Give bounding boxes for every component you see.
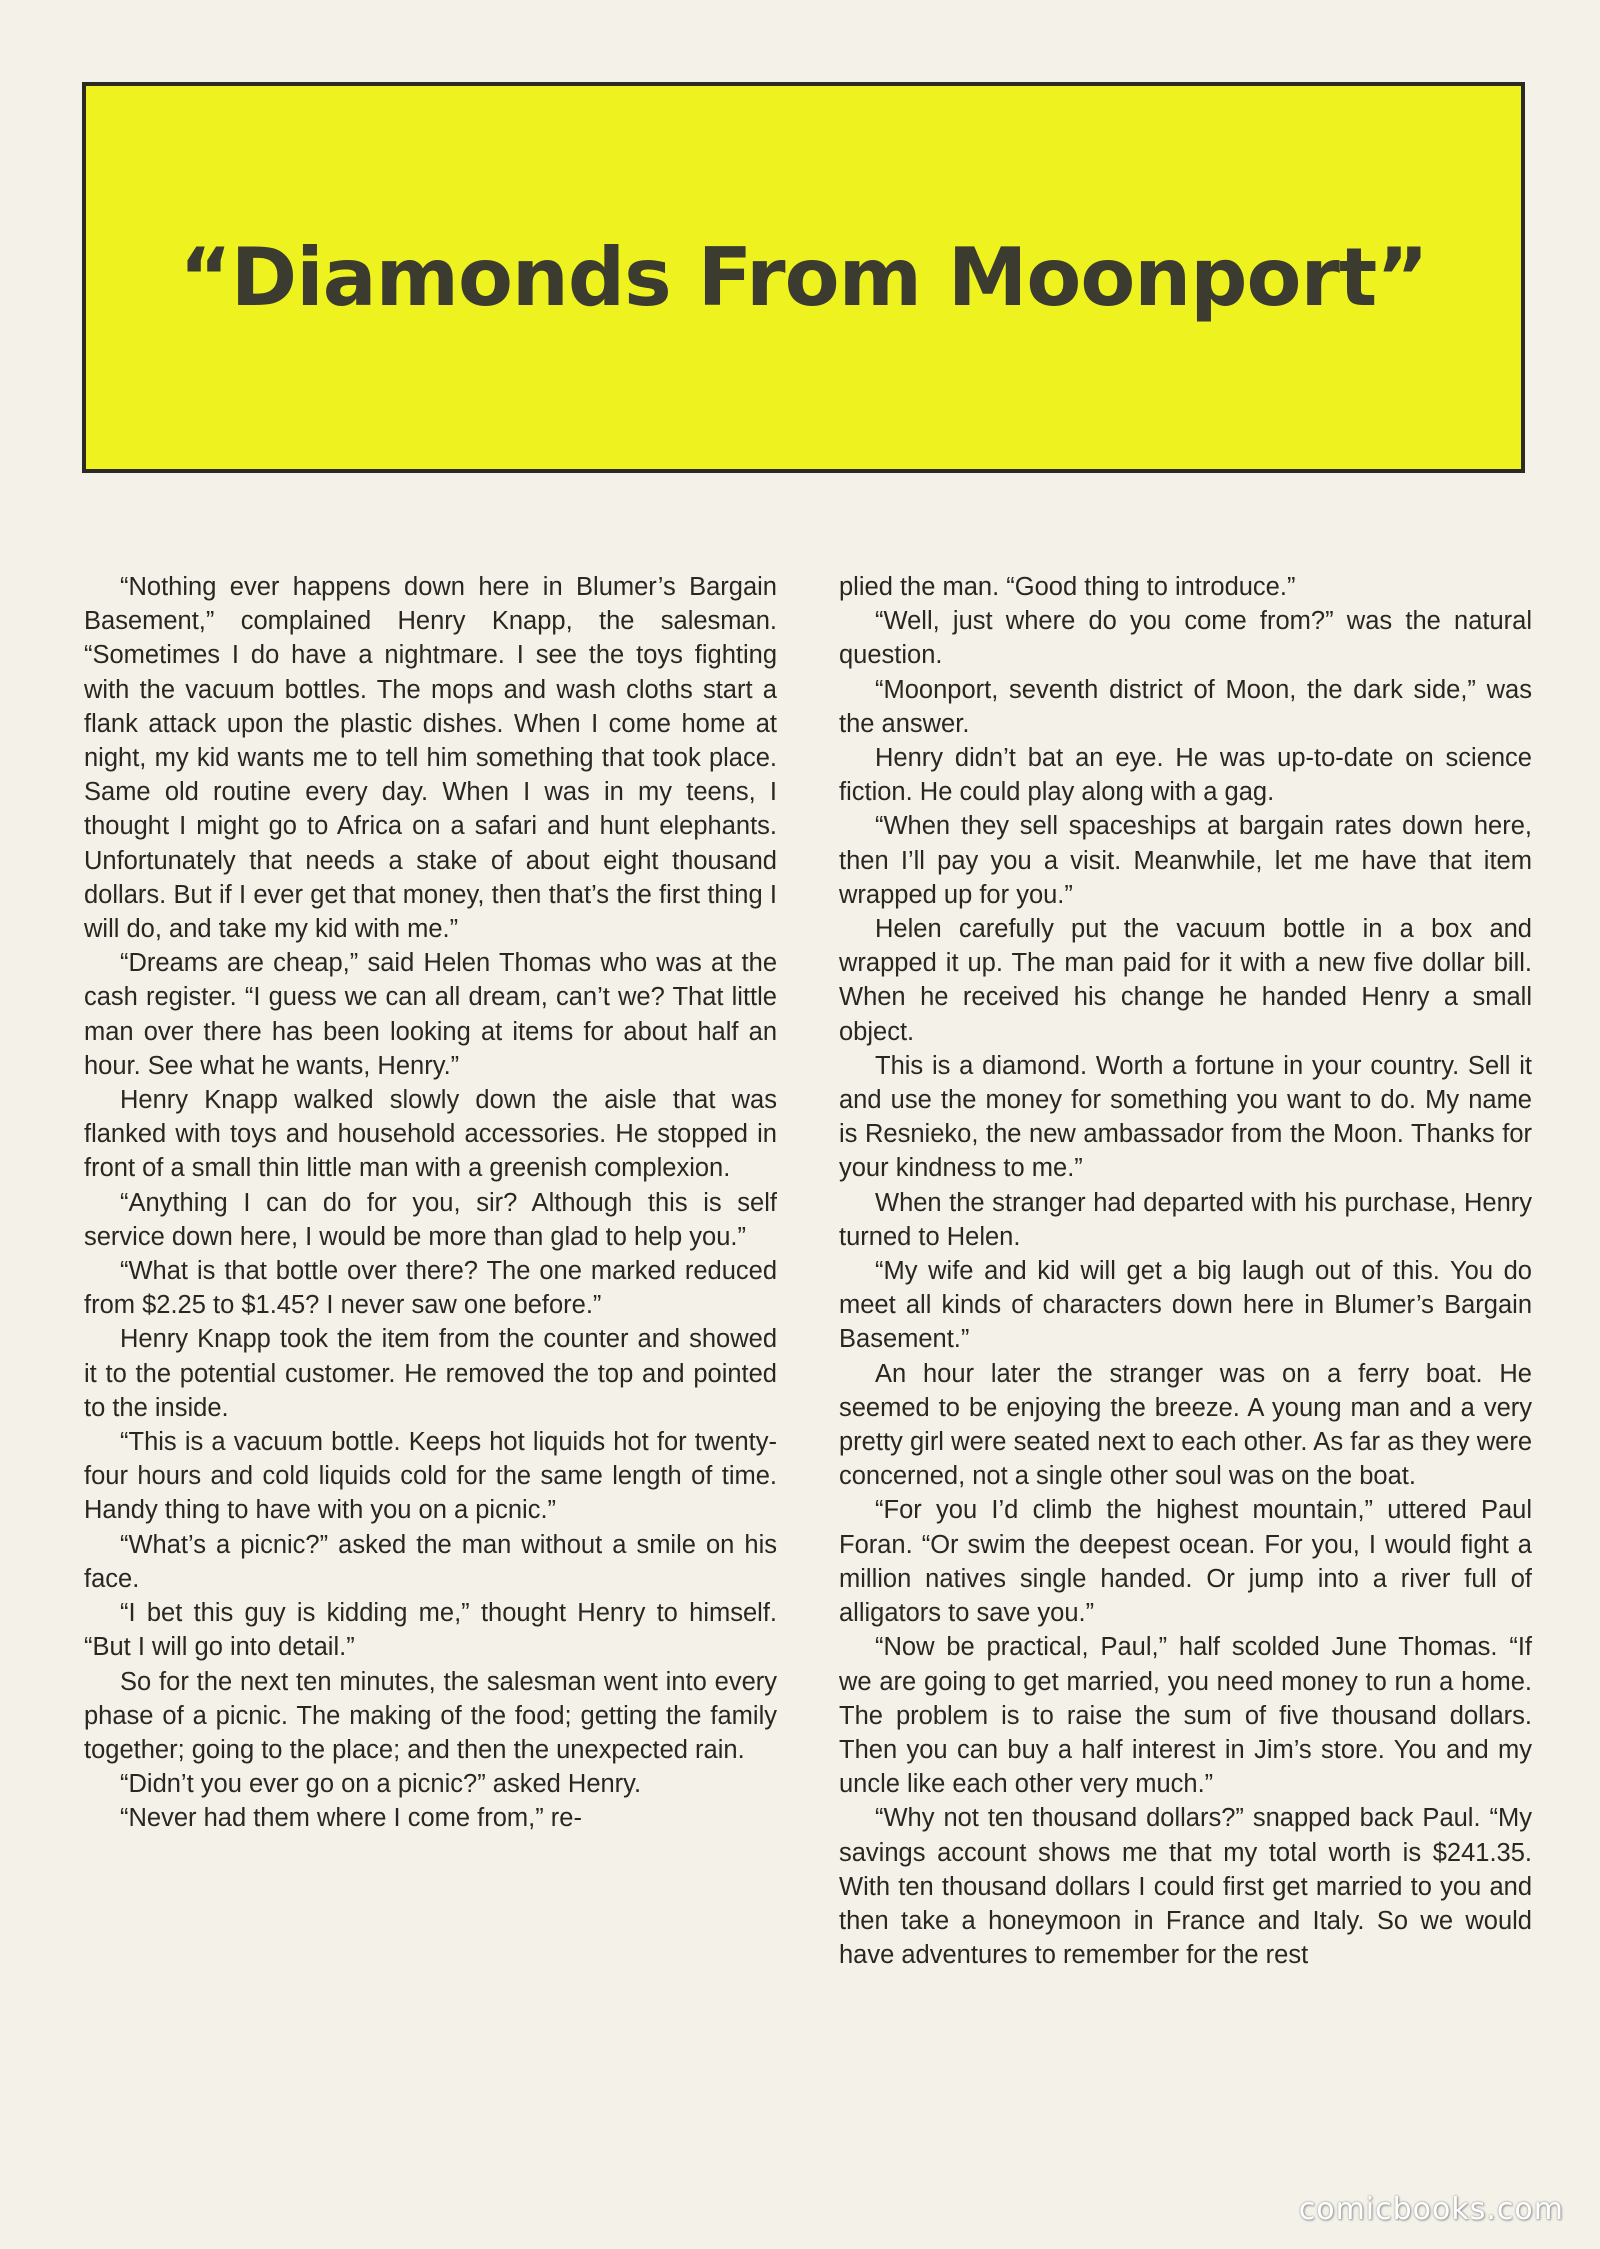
paragraph: “Anything I can do for you, sir? Although this is self service down here, I would be more than glad to help you.” — [84, 1188, 777, 1251]
paragraph: “Now be practical, Paul,” half scolded June Thomas. “If we are going to get married, you need money to run a home. The problem is to raise the sum of five thousand dollars. Then you can buy a half interest in Jim’s store. You and my uncle like each other very much.” — [839, 1633, 1532, 1799]
paragraph: Henry Knapp took the item from the counter and showed it to the potential customer. He removed the top and pointed to the inside. — [84, 1325, 777, 1422]
paragraph: “I bet this guy is kidding me,” thought Henry to himself. “But I will go into detail.” — [84, 1599, 777, 1662]
paragraph: “Didn’t you ever go on a picnic?” asked Henry. — [120, 1770, 642, 1799]
paragraph: “When they sell spaceships at bargain rates down here, then I’ll pay you a visit. Meanwhile, let me have that item wrapped up for you.” — [839, 812, 1532, 909]
paragraph: Henry Knapp walked slowly down the aisle that was flanked with toys and household accessories. He stopped in front of a small thin little man with a greenish complexion. — [84, 1086, 777, 1183]
paragraph: “Nothing ever happens down here in Blumer’s Bargain Basement,” complained Henry Knapp, the salesman. “Sometimes I do have a nightmare. I see the toys fighting with the vacuum bottles. The mops and wash cloths start a flank attack upon the plastic dishes. When I come home at night, my kid wants me to tell him something that took place. Same old routine every day. When I was in my teens, I thought I might go to Africa on a safari and hunt elephants. Unfortunately that needs a stake of about eight thousand dollars. But if I ever get that money, then that’s the first thing I will do, and take my kid with me.” — [84, 573, 777, 944]
paragraph: So for the next ten minutes, the salesman went into every phase of a picnic. The making of the food; getting the family together; going to the place; and then the unexpected rain. — [84, 1667, 777, 1764]
story-title: “Diamonds From Moonport” — [179, 231, 1428, 324]
paragraph: This is a diamond. Worth a fortune in your country. Sell it and use the money for something you want to do. My name is Resnieko, the new ambassador from the Moon. Thanks for your kindness to me.” — [839, 1051, 1532, 1183]
paragraph: “This is a vacuum bottle. Keeps hot liquids hot for twenty-four hours and cold liquids cold for the same length of time. Handy thing to have with you on a picnic.” — [84, 1428, 777, 1525]
paragraph-continued: plied the man. “Good thing to introduce.” — [839, 573, 1296, 601]
paragraph: When the stranger had departed with his purchase, Henry turned to Helen. — [839, 1188, 1532, 1251]
paragraph: “For you I’d climb the highest mountain,” uttered Paul Foran. “Or swim the deepest ocean. For you, I would fight a million natives single handed. Or jump into a river full of alligators to save you.” — [839, 1496, 1532, 1628]
paragraph: Helen carefully put the vacuum bottle in a box and wrapped it up. The man paid for it with a new five dollar bill. When he received his change he handed Henry a small object. — [839, 915, 1532, 1046]
paragraph: Henry didn’t bat an eye. He was up-to-date on science fiction. He could play along with a gag. — [839, 744, 1532, 807]
title-banner — [82, 82, 1525, 473]
paragraph: An hour later the stranger was on a ferry boat. He seemed to be enjoying the breeze. A young man and a very pretty girl were seated next to each other. As far as they were concerned, not a single other soul was on the boat. — [839, 1359, 1532, 1491]
watermark: comicbooks.com — [1298, 2192, 1564, 2227]
left-text-column — [84, 570, 777, 1836]
paragraph: “Never had them where I come from,” re- — [120, 1804, 582, 1833]
paragraph: “Why not ten thousand dollars?” snapped back Paul. “My savings account shows me that my total worth is $241.35. With ten thousand dollars I could first get married to you and then take a honeymoon in France and Italy. So we would have adventures to remember for the rest — [839, 1804, 1532, 1970]
paragraph: “Dreams are cheap,” said Helen Thomas who was at the cash register. “I guess we can all dream, can’t we? That little man over there has been looking at items for about half an hour. See what he wants, Henry.” — [84, 949, 777, 1080]
paragraph: “What’s a picnic?” asked the man without a smile on his face. — [84, 1530, 777, 1593]
paragraph: “What is that bottle over there? The one marked reduced from $2.25 to $1.45? I never saw one before.” — [84, 1257, 777, 1320]
right-text-column — [839, 570, 1532, 1972]
paragraph: “Moonport, seventh district of Moon, the dark side,” was the answer. — [839, 675, 1532, 738]
paragraph: “My wife and kid will get a big laugh out of this. You do meet all kinds of characters down here in Blumer’s Bargain Basement.” — [839, 1257, 1532, 1354]
paragraph: “Well, just where do you come from?” was the natural question. — [839, 607, 1532, 670]
